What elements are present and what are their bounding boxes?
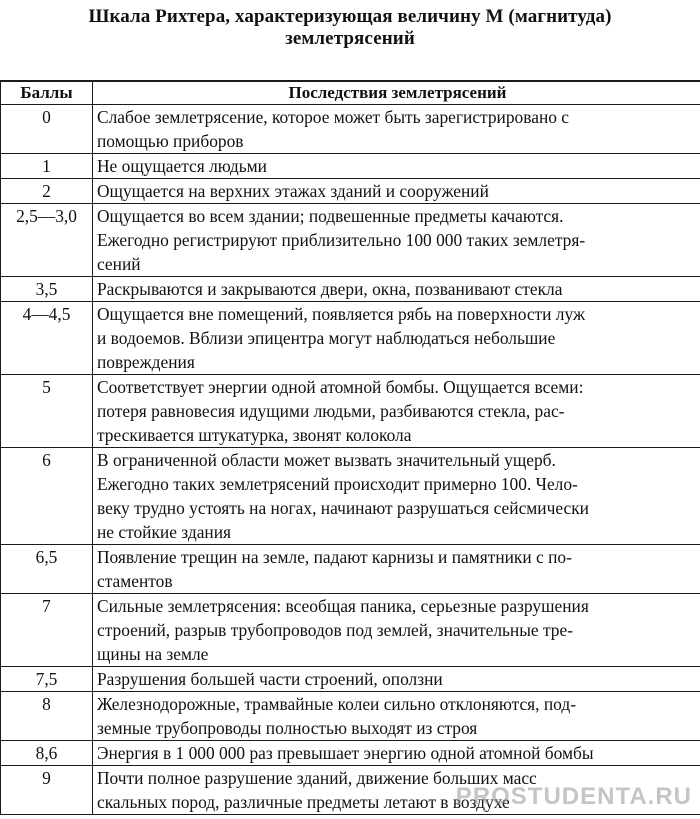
table-row bbox=[1, 204, 700, 277]
effects-line: строений, разрыв трубопроводов под землей, значительные тре- bbox=[97, 620, 574, 640]
table-row bbox=[1, 302, 700, 375]
magnitude-cell: 6 bbox=[1, 448, 93, 545]
effects-line: Раскрываются и закрываются двери, окна, позванивают стекла bbox=[97, 279, 563, 299]
title-line-2: землетрясений bbox=[285, 28, 415, 49]
table-header-row bbox=[1, 81, 700, 105]
table-row bbox=[1, 179, 700, 204]
effects-cell bbox=[93, 302, 700, 375]
table-row bbox=[1, 375, 700, 448]
richter-scale-table bbox=[0, 80, 700, 815]
table-row bbox=[1, 741, 700, 766]
effects-line: Слабое землетрясение, которое может быть зарегистрировано с bbox=[97, 107, 570, 127]
magnitude-cell: 4—4,5 bbox=[1, 302, 93, 375]
column-header-effects: Последствия землетрясений bbox=[93, 81, 700, 105]
effects-line: Ежегодно таких землетрясений происходит примерно 100. Чело- bbox=[97, 474, 578, 494]
effects-cell bbox=[93, 741, 700, 766]
effects-line: Сильные землетрясения: всеобщая паника, серьезные разрушения bbox=[97, 596, 589, 616]
effects-cell bbox=[93, 179, 700, 204]
watermark: PROSTUDENTA.RU bbox=[455, 783, 692, 810]
effects-line: потеря равновесия идущими людьми, разбиваются стекла, рас- bbox=[97, 401, 565, 421]
effects-line: помощью приборов bbox=[97, 131, 244, 151]
table-row bbox=[1, 594, 700, 667]
effects-line: В ограниченной области может вызвать значительный ущерб. bbox=[97, 450, 556, 470]
table-row bbox=[1, 692, 700, 741]
effects-line: Появление трещин на земле, падают карнизы и памятники с по- bbox=[97, 547, 572, 567]
effects-cell bbox=[93, 154, 700, 179]
magnitude-cell: 3,5 bbox=[1, 277, 93, 302]
page-title bbox=[0, 6, 700, 50]
effects-line: повреждения bbox=[97, 352, 195, 372]
magnitude-cell: 9 bbox=[1, 766, 93, 815]
magnitude-cell: 5 bbox=[1, 375, 93, 448]
effects-line: Разрушения большей части строений, оползни bbox=[97, 669, 443, 689]
effects-line: Ощущается на верхних этажах зданий и сооружений bbox=[97, 181, 489, 201]
effects-cell bbox=[93, 448, 700, 545]
effects-line: веку трудно устоять на ногах, начинают разрушаться сейсмически bbox=[97, 498, 589, 518]
magnitude-cell: 6,5 bbox=[1, 545, 93, 594]
effects-line: и водоемов. Вблизи эпицентра могут наблюдаться небольшие bbox=[97, 328, 556, 348]
effects-cell bbox=[93, 692, 700, 741]
effects-cell bbox=[93, 277, 700, 302]
effects-line: трескивается штукатурка, звонят колокола bbox=[97, 425, 412, 445]
effects-cell bbox=[93, 667, 700, 692]
magnitude-cell: 8,6 bbox=[1, 741, 93, 766]
table-row bbox=[1, 448, 700, 545]
table-row bbox=[1, 105, 700, 154]
magnitude-cell: 1 bbox=[1, 154, 93, 179]
effects-line: Ощущается во всем здании; подвешенные предметы качаются. bbox=[97, 206, 564, 226]
table-row bbox=[1, 667, 700, 692]
magnitude-cell: 7 bbox=[1, 594, 93, 667]
magnitude-cell: 8 bbox=[1, 692, 93, 741]
table-row bbox=[1, 545, 700, 594]
effects-line: Ежегодно регистрируют приблизительно 100 000 таких землетря- bbox=[97, 230, 586, 250]
effects-line: Почти полное разрушение зданий, движение больших масс bbox=[97, 768, 537, 788]
effects-cell bbox=[93, 204, 700, 277]
table-row bbox=[1, 277, 700, 302]
effects-line: земные трубопроводы полностью выходят из строя bbox=[97, 718, 478, 738]
effects-cell bbox=[93, 545, 700, 594]
table-row bbox=[1, 154, 700, 179]
column-header-points: Баллы bbox=[1, 81, 93, 105]
effects-line: не стойкие здания bbox=[97, 522, 232, 542]
effects-line: Ощущается вне помещений, появляется рябь на поверхности луж bbox=[97, 304, 585, 324]
effects-line: скальных пород, различные предметы летают в воздухе bbox=[97, 792, 510, 812]
magnitude-cell: 7,5 bbox=[1, 667, 93, 692]
effects-line: Не ощущается людьми bbox=[97, 156, 267, 176]
table-body bbox=[1, 105, 700, 815]
effects-line: щины на земле bbox=[97, 644, 209, 664]
effects-line: сений bbox=[97, 254, 141, 274]
magnitude-cell: 0 bbox=[1, 105, 93, 154]
title-line-1: Шкала Рихтера, характеризующая величину М (магнитуда) bbox=[88, 6, 612, 27]
effects-cell bbox=[93, 105, 700, 154]
effects-line: стаментов bbox=[97, 571, 173, 591]
effects-cell bbox=[93, 594, 700, 667]
effects-cell bbox=[93, 375, 700, 448]
effects-line: Энергия в 1 000 000 раз превышает энергию одной атомной бомбы bbox=[97, 743, 594, 763]
magnitude-cell: 2,5—3,0 bbox=[1, 204, 93, 277]
effects-line: Железнодорожные, трамвайные колеи сильно отклоняются, под- bbox=[97, 694, 577, 714]
magnitude-cell: 2 bbox=[1, 179, 93, 204]
effects-line: Соответствует энергии одной атомной бомбы. Ощущается всеми: bbox=[97, 377, 584, 397]
